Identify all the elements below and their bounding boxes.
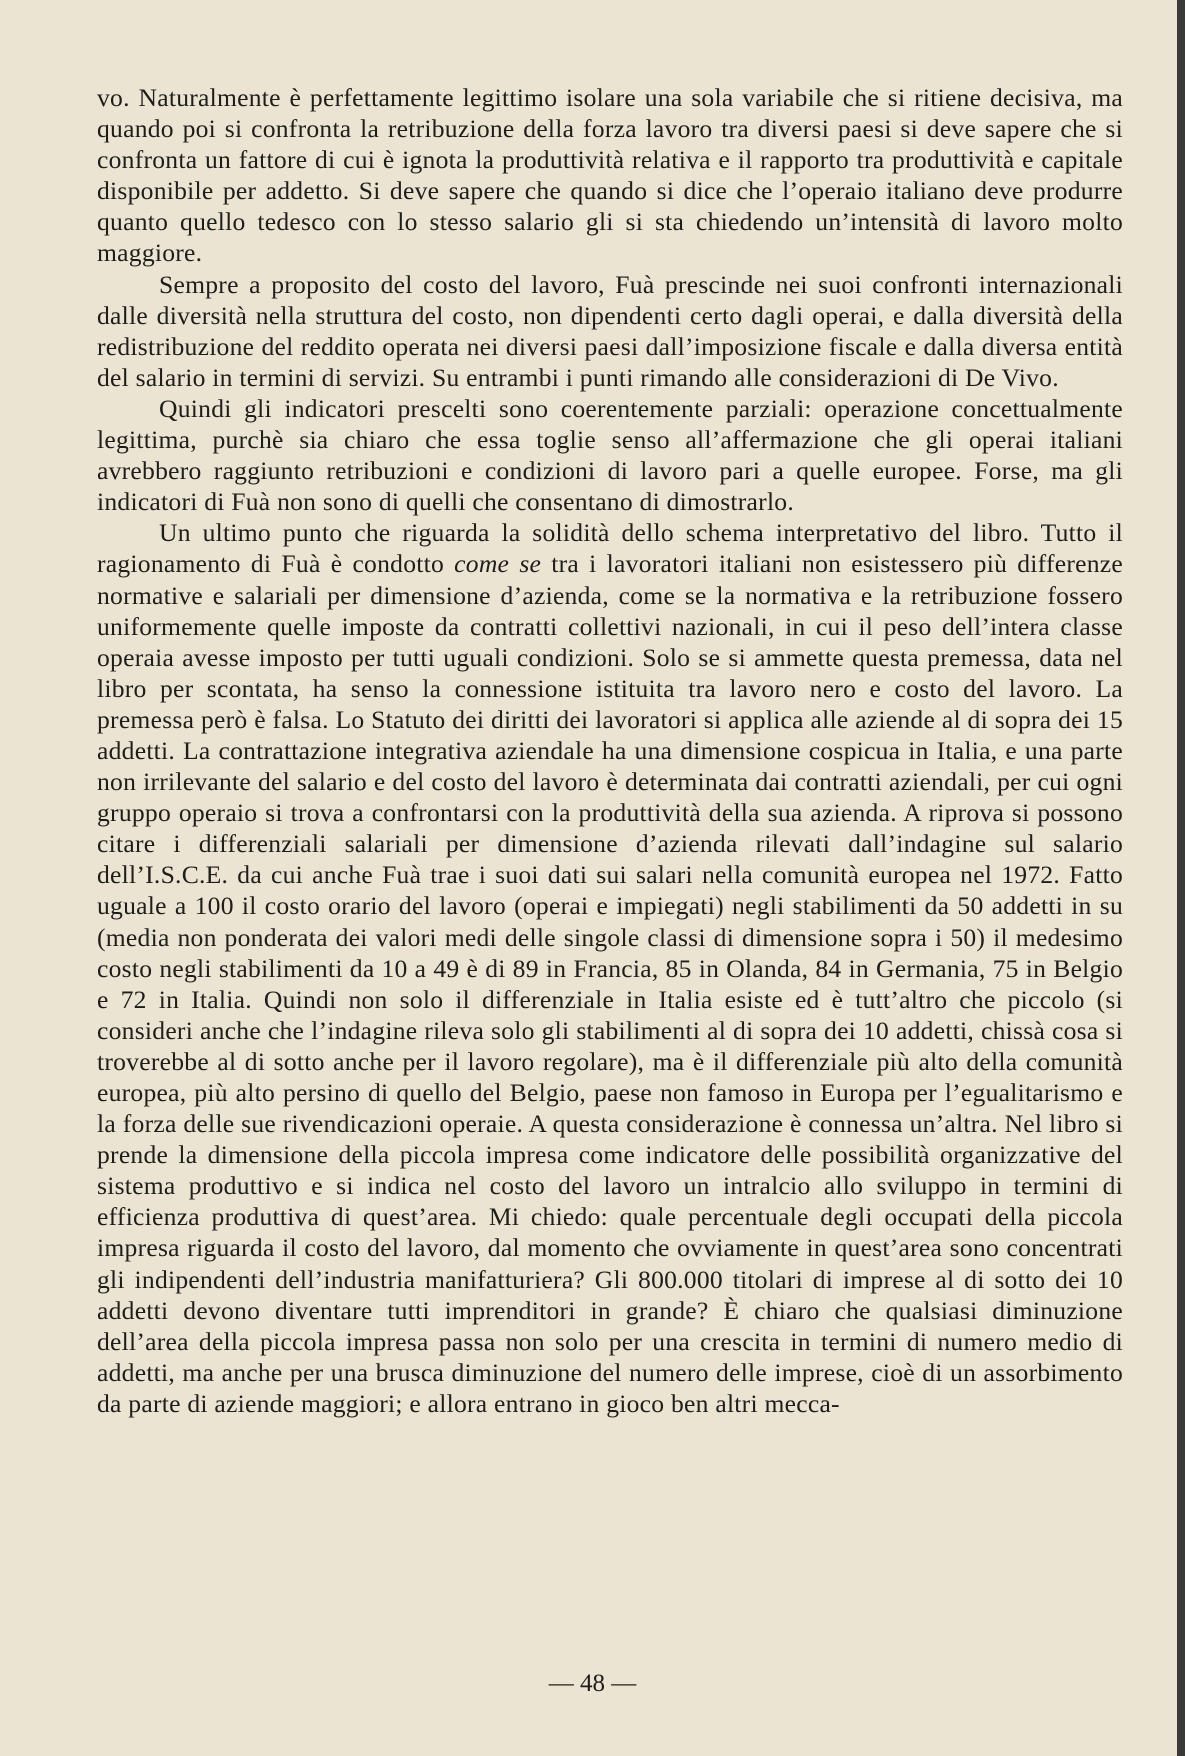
scan-edge — [1177, 0, 1185, 1756]
paragraph-4-start: Un ultimo punto che riguarda la solidità dello schema interpretativo del libro. Tutto il ragionamento di Fuà è condotto — [97, 518, 1123, 579]
paragraph-2: Sempre a proposito del costo del lavoro, Fuà prescinde nei suoi confronti internazionali dalle diversità nella struttura del costo, non dipendenti certo dagli operai, e dalla diversità della redistribuzione del reddito operata nei diversi paesi dall’imposizione fiscale e dalla diversa entità del salario in termini di servizi. Su entrambi i punti rimando alle considerazioni di De Vivo. — [97, 269, 1123, 392]
paragraph-4 — [97, 517, 1123, 1419]
paragraph-4-rest: tra i lavoratori italiani non esistessero più differenze normative e salariali per dimensione d’azienda, come se la normativa e la retribuzione fossero uniformemente quelle imposte da contratti collettivi nazionali, in cui il peso dell’intera classe operaia avesse imposto per tutti uguali condizioni. Solo se si ammette questa premessa, data nel libro per scontata, ha senso la connessione istituita tra lavoro nero e costo del lavoro. La premessa però è falsa. Lo Statuto dei diritti dei lavoratori si applica alle aziende al di sopra dei 15 addetti. La contrattazione integrativa aziendale ha una dimensione cospicua in Italia, e una parte non irrilevante del salario e del costo del lavoro è determinata dai contratti aziendali, per cui ogni gruppo operaio si trova a confrontarsi con la produttività della sua azienda. A riprova si possono citare i differenziali salariali per dimensione d’azienda rilevati dall’indagine sul salario dell’I.S.C.E. da cui anche Fuà trae i suoi dati sui salari nella comunità europea nel 1972. Fatto uguale a 100 il costo orario del lavoro (operai e impiegati) negli stabilimenti da 50 addetti in su (media non ponderata dei valori medi delle singole classi di dimensione sopra i 50) il medesimo costo negli stabilimenti da 10 a 49 è di 89 in Francia, 85 in Olanda, 84 in Germania, 75 in Belgio e 72 in Italia. Quindi non solo il differenziale in Italia esiste ed è tutt’altro che piccolo (si consideri anche che l’indagine rileva solo gli stabilimenti al di sopra dei 10 addetti, chissà cosa si troverebbe al di sotto anche per il lavoro regolare), ma è il differenziale più alto della comunità europea, più alto persino di quello del Belgio, paese non famoso in Europa per l’egualitarismo e la forza delle sue rivendicazioni operaie. A questa considerazione è connessa un’altra. Nel libro si prende la dimensione della piccola impresa come indicatore delle possibilità organizzative del sistema produttivo e si indica nel costo del lavoro un intralcio allo sviluppo in termini di efficienza produttiva di quest’area. Mi chiedo: quale percentuale degli occupati della piccola impresa riguarda il costo del lavoro, dal momento che ovviamente in quest’area sono concentrati gli indipendenti dell’industria manifatturiera? Gli 800.000 titolari di imprese al di sotto dei 10 addetti devono diventare tutti imprenditori in grande? È chiaro che qualsiasi diminuzione dell’area della piccola impresa passa non solo per una crescita in termini di numero medio di addetti, ma anche per una brusca diminuzione del numero delle imprese, cioè di un assorbimento da parte di aziende maggiori; e allora entrano in gioco ben altri mecca- — [97, 549, 1124, 1418]
emphasis-come-se: come se — [454, 549, 542, 579]
paragraph-3: Quindi gli indicatori prescelti sono coerentemente parziali: operazione concettualmente legittima, purchè sia chiaro che essa toglie senso all’affermazione che gli operai italiani avrebbero raggiunto retribuzioni e condizioni di lavoro pari a quelle europee. Forse, ma gli indicatori di Fuà non sono di quelli che consentano di dimostrarlo. — [97, 393, 1123, 517]
page-number: — 48 — — [548, 1670, 637, 1697]
body-text — [97, 82, 1123, 1419]
paragraph-1: vo. Naturalmente è perfettamente legittimo isolare una sola variabile che si ritiene decisiva, ma quando poi si confronta la retribuzione della forza lavoro tra diversi paesi si deve sapere che si confronta un fattore di cui è ignota la produttività relativa e il rapporto tra produttività e capitale disponibile per addetto. Si deve sapere che quando si dice che l’operaio italiano deve produrre quanto quello tedesco con lo stesso salario gli si sta chiedendo un’intensità di lavoro molto maggiore. — [97, 83, 1123, 268]
